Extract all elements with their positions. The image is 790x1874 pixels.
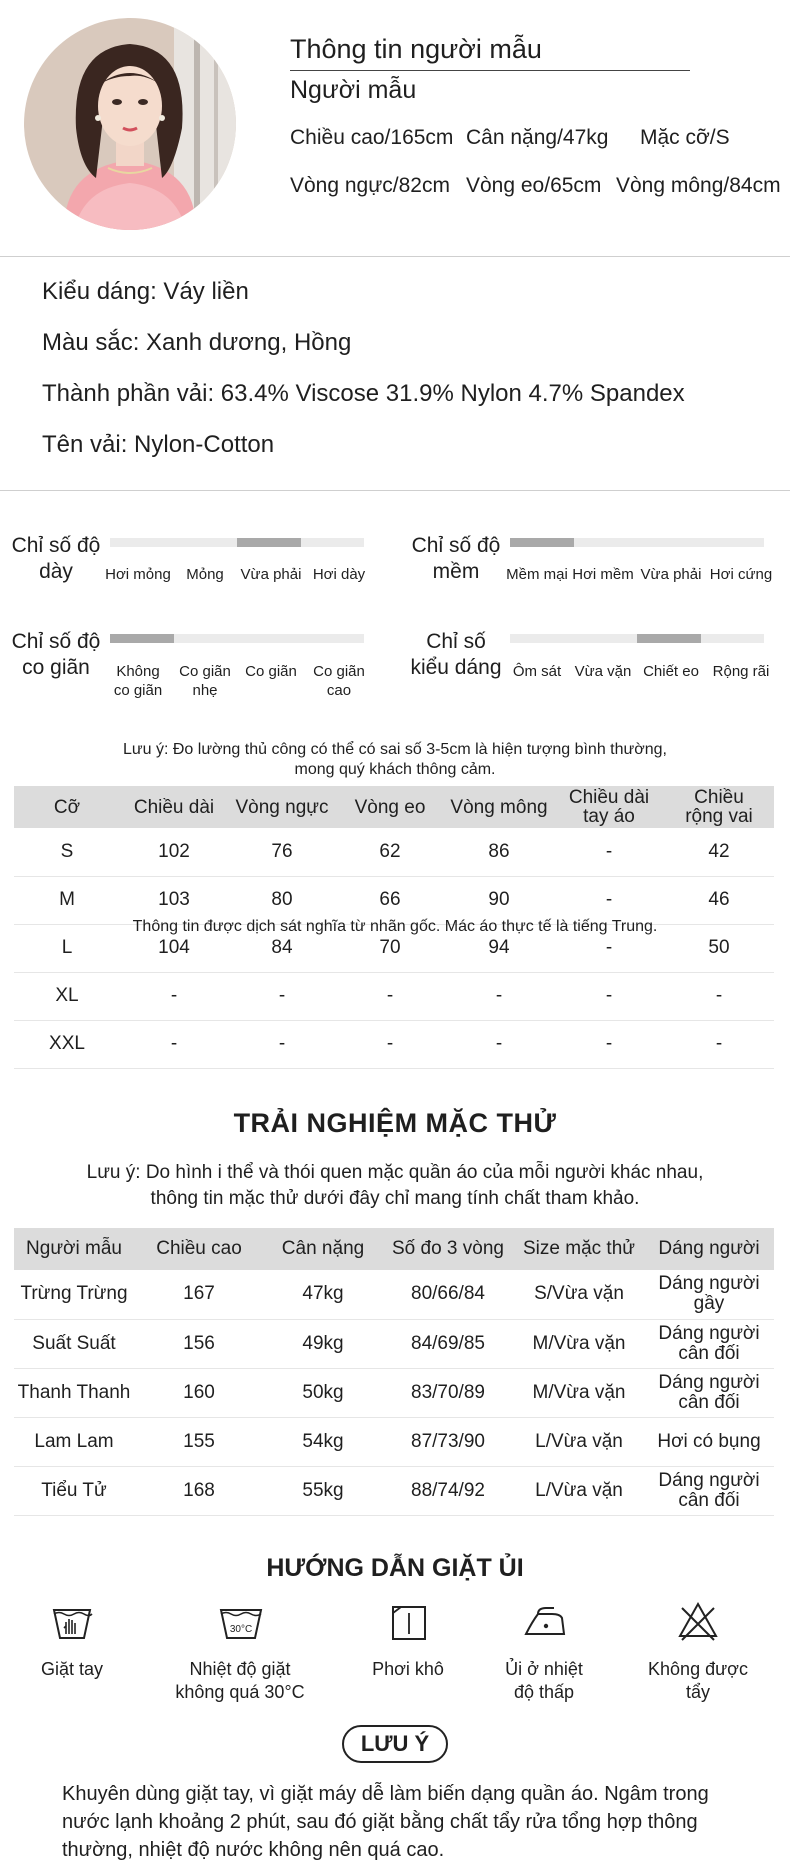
header-line: Chiều xyxy=(694,787,744,808)
tryon-table-cell xyxy=(514,1466,644,1515)
cell-line: Tiểu Tử xyxy=(41,1479,107,1501)
header-line: Chiều dài xyxy=(568,787,650,808)
wash-label-line: độ thấp xyxy=(513,1682,575,1702)
tryon-table-cell xyxy=(14,1270,134,1319)
index-option xyxy=(701,662,781,681)
tryon-table-cell xyxy=(134,1466,264,1515)
cell-line: 49kg xyxy=(302,1332,344,1354)
index-option-line: Hơi mềm xyxy=(572,566,634,583)
cell-line: L/Vừa vặn xyxy=(535,1430,623,1452)
header-line: rộng vai xyxy=(685,806,753,827)
size-table-header-cell xyxy=(120,786,228,828)
tryon-table-cell xyxy=(134,1270,264,1319)
cell-line: 55kg xyxy=(302,1479,344,1501)
index-title-line: mềm xyxy=(432,560,480,583)
wash-label xyxy=(0,1658,152,1681)
cell-line: 83/70/89 xyxy=(411,1381,485,1403)
tryon-table-cell xyxy=(134,1368,264,1417)
cell-line: Dáng người xyxy=(658,1322,760,1344)
index-option xyxy=(631,565,711,584)
index-option xyxy=(299,662,379,700)
divider xyxy=(0,490,790,491)
cell-line: gầy xyxy=(693,1293,725,1315)
size-table-row xyxy=(14,828,774,876)
tryon-note xyxy=(0,1160,790,1212)
index-title-line: Chỉ số độ xyxy=(411,534,501,557)
size-table-cell: 104 xyxy=(120,924,228,972)
size-table-cell: - xyxy=(664,972,774,1020)
size-table-cell: S xyxy=(14,828,120,876)
cell-line: Hơi có bụng xyxy=(657,1430,761,1452)
tryon-table-cell xyxy=(264,1319,382,1368)
wash-label-line: tẩy xyxy=(685,1682,710,1702)
index-bar-fill xyxy=(237,538,301,547)
size-table-header xyxy=(14,786,774,828)
wash-label xyxy=(464,1658,624,1704)
model-weight: Cân nặng/47kg xyxy=(466,126,609,149)
size-table-header-cell xyxy=(14,786,120,828)
size-table-cell: - xyxy=(554,876,664,924)
tryon-header-cell: Size mặc thử xyxy=(514,1228,644,1270)
cell-line: 47kg xyxy=(302,1283,344,1305)
size-table-cell: - xyxy=(120,1020,228,1068)
cell-line: cân đối xyxy=(678,1391,740,1413)
hand-wash-icon xyxy=(50,1604,94,1649)
cell-line: S/Vừa vặn xyxy=(534,1283,624,1305)
dry-in-shade-icon xyxy=(390,1604,428,1647)
index-bar-fill xyxy=(637,634,701,643)
cell-line: Thanh Thanh xyxy=(17,1381,131,1403)
cell-line: Trừng Trừng xyxy=(20,1283,128,1305)
tryon-table-cell xyxy=(514,1319,644,1368)
wash-30-icon xyxy=(218,1604,264,1649)
model-info-title: Thông tin người mẫu xyxy=(290,34,542,64)
tryon-header-cell: Người mẫu xyxy=(14,1228,134,1270)
index-bar xyxy=(110,634,364,643)
translation-note: Thông tin được dịch sát nghĩa từ nhãn gốc. Mác áo thực tế là tiếng Trung. xyxy=(132,918,658,935)
attr-fabric-name: Tên vải: Nylon-Cotton xyxy=(42,431,275,458)
size-table-row xyxy=(14,1020,774,1068)
size-note-line: mong quý khách thông cảm. xyxy=(294,761,496,778)
wash-label xyxy=(618,1658,778,1704)
model-waist: Vòng eo/65cm xyxy=(466,174,602,197)
size-table-cell: - xyxy=(228,1020,336,1068)
index-title-line: dày xyxy=(39,560,73,583)
tryon-table xyxy=(14,1228,774,1516)
index-option-line: nhẹ xyxy=(192,682,218,699)
tryon-table-cell xyxy=(514,1368,644,1417)
size-table-cell: 50 xyxy=(664,924,774,972)
tryon-note-line: Lưu ý: Do hình i thể và thói quen mặc quần áo của mỗi người khác nhau, xyxy=(86,1162,704,1183)
index-title-line: co giãn xyxy=(22,656,90,679)
tryon-table-cell xyxy=(264,1417,382,1466)
size-table-cell: 62 xyxy=(336,828,444,876)
tryon-table-cell xyxy=(644,1417,774,1466)
size-table-cell: - xyxy=(444,972,554,1020)
index-option xyxy=(299,565,379,584)
header-line: tay áo xyxy=(583,806,635,827)
cell-line: 168 xyxy=(183,1479,215,1501)
size-table-cell: 80 xyxy=(228,876,336,924)
cell-line: L/Vừa vặn xyxy=(535,1479,623,1501)
size-table-cell: 90 xyxy=(444,876,554,924)
final-note-text: Khuyên dùng giặt tay, vì giặt máy dễ làm biến dạng quần áo. Ngâm trong nước lạnh khoảng 2 phút, sau đó giặt bằng chất tẩy rửa tổng hợp thông thường, nhiệt độ nước không nên quá cao. xyxy=(62,1783,709,1861)
size-table-cell: XL xyxy=(14,972,120,1020)
size-table-header-cell xyxy=(444,786,554,828)
tryon-table-cell xyxy=(134,1319,264,1368)
wash-label-line: không quá 30°C xyxy=(175,1682,305,1702)
index-option-line: Rộng rãi xyxy=(712,663,770,680)
size-table-cell: - xyxy=(554,924,664,972)
index-bar xyxy=(110,538,364,547)
size-table-cell: 84 xyxy=(228,924,336,972)
cell-line: cân đối xyxy=(678,1489,740,1511)
divider xyxy=(0,256,790,257)
title-underline xyxy=(290,70,690,71)
index-option-line: Chiết eo xyxy=(643,663,699,680)
index-title xyxy=(408,533,504,585)
index-option-line: Ôm sát xyxy=(512,663,562,680)
tryon-table-cell xyxy=(514,1417,644,1466)
tryon-title: TRẢI NGHIỆM MẶC THỬ xyxy=(233,1108,557,1138)
model-info-section xyxy=(0,0,790,256)
tryon-table-cell xyxy=(382,1466,514,1515)
size-table-cell: - xyxy=(554,972,664,1020)
tryon-table-cell xyxy=(382,1368,514,1417)
size-table-cell: - xyxy=(554,1020,664,1068)
tryon-table-row xyxy=(14,1368,774,1417)
index-title-line: kiểu dáng xyxy=(410,656,502,679)
index-title-line: Chỉ số độ xyxy=(11,630,101,653)
index-bar xyxy=(510,538,764,547)
size-table-row xyxy=(14,876,774,924)
size-table-cell: - xyxy=(336,1020,444,1068)
wash-guide-title: HƯỚNG DẪN GIẶT ỦI xyxy=(266,1554,524,1582)
size-table-cell: 66 xyxy=(336,876,444,924)
tryon-header-cell: Cân nặng xyxy=(264,1228,382,1270)
size-table-cell: - xyxy=(664,1020,774,1068)
size-table-header-cell xyxy=(664,786,774,828)
size-table-cell: 76 xyxy=(228,828,336,876)
header-line: Vòng ngực xyxy=(235,796,329,818)
index-option-line: Co giãn xyxy=(245,663,297,680)
index-title xyxy=(8,629,104,681)
attr-style: Kiểu dáng: Váy liền xyxy=(42,278,249,305)
cell-line: 88/74/92 xyxy=(411,1479,485,1501)
do-not-bleach-icon xyxy=(676,1600,720,1649)
index-option-line: Hơi cứng xyxy=(709,566,773,583)
index-title xyxy=(408,629,504,681)
model-height: Chiều cao/165cm xyxy=(290,126,454,149)
cell-line: 167 xyxy=(183,1283,215,1305)
tryon-table-cell xyxy=(264,1270,382,1319)
tryon-table-cell xyxy=(14,1319,134,1368)
index-option-line: Vừa vặn xyxy=(574,663,632,680)
size-table-cell: 46 xyxy=(664,876,774,924)
wash-label-line: Giặt tay xyxy=(40,1659,104,1679)
temp-text: 30°C xyxy=(229,1624,253,1635)
attr-fabric: Thành phần vải: 63.4% Viscose 31.9% Nylon 4.7% Spandex xyxy=(42,380,685,407)
size-table-cell: - xyxy=(228,972,336,1020)
size-table-cell: - xyxy=(120,972,228,1020)
cell-line: 160 xyxy=(183,1381,215,1403)
index-bar-fill xyxy=(110,634,174,643)
size-table-cell: 94 xyxy=(444,924,554,972)
cell-line: 80/66/84 xyxy=(411,1283,485,1305)
index-option-line: Hơi dày xyxy=(312,566,366,583)
index-bar-fill xyxy=(510,538,574,547)
tryon-table-cell xyxy=(382,1319,514,1368)
tryon-note-line: thông tin mặc thử dưới đây chỉ mang tính chất tham khảo. xyxy=(150,1188,640,1209)
wash-label-line: Ủi ở nhiệt xyxy=(505,1659,583,1679)
size-table-row xyxy=(14,972,774,1020)
size-table-cell: L xyxy=(14,924,120,972)
tryon-table-cell xyxy=(264,1368,382,1417)
wash-label xyxy=(160,1658,320,1704)
size-table-cell: 70 xyxy=(336,924,444,972)
cell-line: 155 xyxy=(183,1430,215,1452)
size-table-header-cell xyxy=(554,786,664,828)
index-option-line: co giãn xyxy=(113,682,163,699)
index-option-line: Co giãn xyxy=(313,663,365,680)
header-line: Cỡ xyxy=(53,796,81,818)
tryon-table-cell xyxy=(644,1368,774,1417)
cell-line: M/Vừa vặn xyxy=(532,1332,626,1354)
cell-line: Lam Lam xyxy=(34,1430,114,1452)
index-option-line: Co giãn xyxy=(179,663,231,680)
size-table-header-cell xyxy=(336,786,444,828)
index-option-line: Mỏng xyxy=(186,566,224,583)
cell-line: 84/69/85 xyxy=(411,1332,485,1354)
tryon-table-cell xyxy=(644,1319,774,1368)
tryon-table-cell xyxy=(134,1417,264,1466)
index-option-line: Mềm mại xyxy=(506,566,568,583)
tryon-table-header xyxy=(14,1228,774,1270)
size-table-cell: 42 xyxy=(664,828,774,876)
cell-line: 54kg xyxy=(302,1430,344,1452)
tryon-table-cell xyxy=(382,1417,514,1466)
index-title xyxy=(8,533,104,585)
size-table-cell: M xyxy=(14,876,120,924)
index-option-line: Không xyxy=(116,663,160,680)
tryon-table-cell xyxy=(514,1270,644,1319)
size-table-cell: - xyxy=(554,828,664,876)
size-note xyxy=(0,740,790,780)
size-note-line: Lưu ý: Đo lường thủ công có thể có sai số 3-5cm là hiện tượng bình thường, xyxy=(123,741,667,758)
index-title-line: Chỉ số xyxy=(426,630,486,653)
index-bar xyxy=(510,634,764,643)
tryon-table-cell xyxy=(644,1466,774,1515)
size-table-cell: 103 xyxy=(120,876,228,924)
cell-line: 50kg xyxy=(302,1381,344,1403)
attr-color: Màu sắc: Xanh dương, Hồng xyxy=(42,329,352,356)
size-table-cell: 102 xyxy=(120,828,228,876)
size-table-header-cell xyxy=(228,786,336,828)
tryon-table-cell xyxy=(14,1417,134,1466)
model-bust: Vòng ngực/82cm xyxy=(290,174,450,197)
model-subtitle: Người mẫu xyxy=(290,76,417,104)
model-size: Mặc cỡ/S xyxy=(640,126,730,149)
cell-line: 87/73/90 xyxy=(411,1430,485,1452)
tryon-table-row xyxy=(14,1466,774,1515)
note-badge: LƯU Ý xyxy=(342,1725,448,1763)
size-table-cell: - xyxy=(336,972,444,1020)
cell-line: 156 xyxy=(183,1332,215,1354)
tryon-header-cell: Số đo 3 vòng xyxy=(382,1228,514,1270)
header-line: Vòng mông xyxy=(450,796,548,818)
tryon-table-cell xyxy=(14,1466,134,1515)
index-option-line: cao xyxy=(326,682,352,699)
index-option xyxy=(631,662,711,681)
wash-label-line: Không được xyxy=(648,1659,748,1679)
cell-line: Dáng người xyxy=(658,1469,760,1491)
tryon-header-cell: Chiều cao xyxy=(134,1228,264,1270)
header-line: Chiều dài xyxy=(133,796,215,818)
wash-label-line: Nhiệt độ giặt xyxy=(189,1659,291,1679)
cell-line: Dáng người xyxy=(658,1371,760,1393)
cell-line: cân đối xyxy=(678,1342,740,1364)
index-option-line: Hơi mỏng xyxy=(105,566,171,583)
index-option xyxy=(701,565,781,584)
tryon-table-cell xyxy=(14,1368,134,1417)
size-table-cell: - xyxy=(444,1020,554,1068)
size-table-cell: XXL xyxy=(14,1020,120,1068)
low-iron-icon xyxy=(522,1604,568,1649)
cell-line: Suất Suất xyxy=(32,1332,116,1354)
header-line: Vòng eo xyxy=(354,796,426,818)
model-avatar xyxy=(24,18,236,230)
tryon-table-cell xyxy=(382,1270,514,1319)
index-option-line: Vừa phải xyxy=(640,566,702,583)
tryon-table-row xyxy=(14,1417,774,1466)
tryon-table-cell xyxy=(264,1466,382,1515)
index-option-line: Vừa phải xyxy=(240,566,302,583)
index-title-line: Chỉ số độ xyxy=(11,534,101,557)
tryon-header-cell: Dáng người xyxy=(644,1228,774,1270)
size-table-cell: 86 xyxy=(444,828,554,876)
wash-label-line: Phơi khô xyxy=(372,1659,444,1679)
cell-line: Dáng người xyxy=(658,1273,760,1295)
cell-line: M/Vừa vặn xyxy=(532,1381,626,1403)
tryon-table-row xyxy=(14,1270,774,1319)
model-hip: Vòng mông/84cm xyxy=(616,174,781,197)
tryon-table-row xyxy=(14,1319,774,1368)
tryon-table-cell xyxy=(644,1270,774,1319)
